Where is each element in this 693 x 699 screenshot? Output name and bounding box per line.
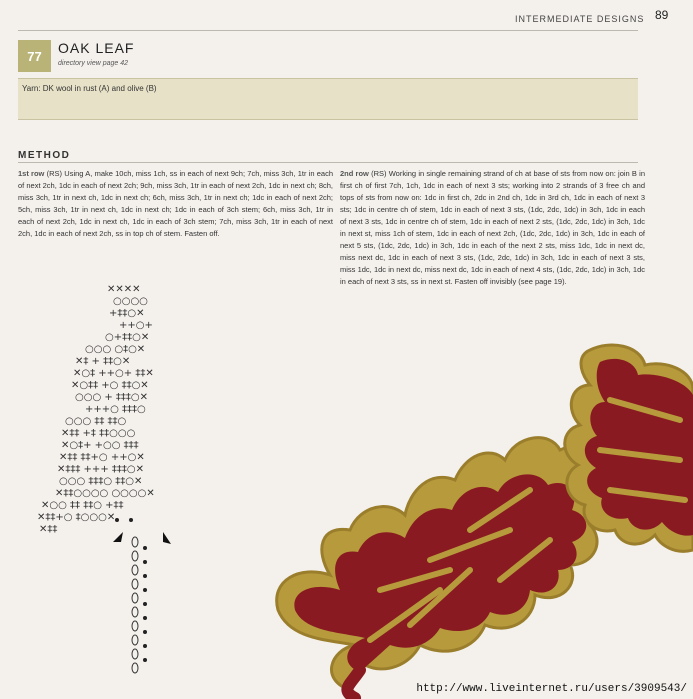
row2-label: 2nd row [340,169,369,178]
method-heading: METHOD [18,150,71,161]
oak-leaf-photo [260,340,693,699]
end-arrow [163,532,171,544]
watermark-url: http://www.liveinternet.ru/users/3909543/ [416,683,687,695]
svg-text:✕‡‡‡ +++ ‡‡‡○✕: ✕‡‡‡ +++ ‡‡‡○✕ [57,464,144,475]
method-row1 [18,168,333,240]
yarn-text: Yarn: DK wool in rust (A) and olive (B) [22,84,157,93]
oak-leaf-left [277,438,609,698]
row2-text: (RS) Working in single remaining strand of ch at base of sts from now on: join B in first ch of first 7ch, 1ch, 1dc in each of next 3 sts; working into 2 strands of 3 free ch and tops of sts from now on: 1dc in first ch, 2dc in 2nd ch, 1dc in 3rd ch, 1dc in each of next 3 sts; 1dc in centre ch of stem, 1dc in each of next 3 sts, (1dc, 2dc, 1dc) in 3ch, 1dc in each of next 3 sts, 1dc in centre ch of stem, 1dc in each of next 2 sts, (1dc, 2dc, 1dc) in 3ch, 1dc in next st, miss 1ch of stem, 1dc in each of next 2ch, (1dc, 2dc, 1dc) in 3ch, 1dc in each of next 5 sts, (1dc, 2dc, 1dc) in 3ch, 1dc in each of the next 2 sts, miss 1dc, 1dc in next dc, miss next dc, 1dc in each of next 3 sts, (1dc, 2dc, 1dc) in 3ch, 1dc in each of next 3 sts, miss 1dc, 1dc in next dc, miss next dc, 1dc in each of next 4 sts, (1dc, 2dc, 1dc) in 3ch, 1dc in each of next 3 sts, ss in next st. Fasten off invisibly (see page 19). [340,169,645,286]
method-row2 [340,168,645,288]
svg-text:✕✕✕✕: ✕✕✕✕ [107,284,141,295]
svg-text:✕‡‡ +‡ ‡‡○○○: ✕‡‡ +‡ ‡‡○○○ [61,428,136,439]
start-arrow [113,532,123,542]
svg-text:○○○○: ○○○○ [113,296,148,307]
row1-label: 1st row [18,169,45,178]
page-number: 89 [655,8,669,22]
svg-text:✕‡‡+○ ‡○○○✕: ✕‡‡+○ ‡○○○✕ [37,512,116,523]
svg-text:+‡‡○✕: +‡‡○✕ [109,308,145,319]
svg-text:+++○ ‡‡‡○: +++○ ‡‡‡○ [85,404,146,415]
svg-text:✕‡‡ ‡‡+○ ++○✕: ✕‡‡ ‡‡+○ ++○✕ [59,452,145,463]
row1-text: (RS) Using A, make 10ch, miss 1ch, ss in each of next 9ch; 7ch, miss 3ch, 1tr in each of next 2ch, 1dc in each of next 2ch; 9ch, miss 3ch, 1tr in each of next 2ch, 1dc in next ch; 8ch, miss 3ch, 1tr in next ch, 1dc in next ch; 6ch, miss 3ch, 1tr in next ch; 1dc in each of next 2ch; 5ch, miss 3ch, 1tr in next ch, 1dc in next ch; 1dc in each of 3ch stem; 6ch, miss 3ch, 1tr in each of next 2ch, 1dc in next ch, 1dc in each of 3ch stem; 7ch, miss 3ch, 1tr in each of next 2ch, 1dc in each of next 2ch, ss in top ch of stem. Fasten off. [18,169,334,238]
svg-text:○○○ ○‡○✕: ○○○ ○‡○✕ [85,344,146,355]
svg-text:✕‡ + ‡‡○✕: ✕‡ + ‡‡○✕ [75,356,131,367]
pattern-number-badge: 77 [18,40,51,72]
svg-text:✕‡‡○○○○ ○○○○✕: ✕‡‡○○○○ ○○○○✕ [55,488,155,499]
svg-text:✕○‡‡ +○ ‡‡○✕: ✕○‡‡ +○ ‡‡○✕ [71,380,149,391]
svg-text:++○+: ++○+ [119,320,153,331]
svg-text:○+‡‡○✕: ○+‡‡○✕ [105,332,150,343]
svg-text:✕‡‡: ✕‡‡ [39,524,58,535]
svg-text:○○○ ‡‡‡○ ‡‡○✕: ○○○ ‡‡‡○ ‡‡○✕ [59,476,143,487]
header-divider [18,30,638,31]
crochet-chart-diagram [35,280,235,680]
stitch-symbols [37,284,155,535]
section-header: INTERMEDIATE DESIGNS [515,14,645,24]
svg-text:○○○ ‡‡ ‡‡○: ○○○ ‡‡ ‡‡○ [65,416,127,427]
stem-chain [132,537,138,673]
svg-text:✕○○ ‡‡ ‡‡○ +‡‡: ✕○○ ‡‡ ‡‡○ +‡‡ [41,500,124,511]
svg-text:○○○ + ‡‡‡○✕: ○○○ + ‡‡‡○✕ [75,392,149,403]
method-divider [18,162,638,163]
svg-text:✕○‡ ++○+ ‡‡✕: ✕○‡ ++○+ ‡‡✕ [73,368,154,379]
svg-text:✕○‡+ +○○ ‡‡‡: ✕○‡+ +○○ ‡‡‡ [61,440,139,451]
pattern-title: OAK LEAF [58,40,135,56]
pattern-subtitle: directory view page 42 [58,60,129,67]
